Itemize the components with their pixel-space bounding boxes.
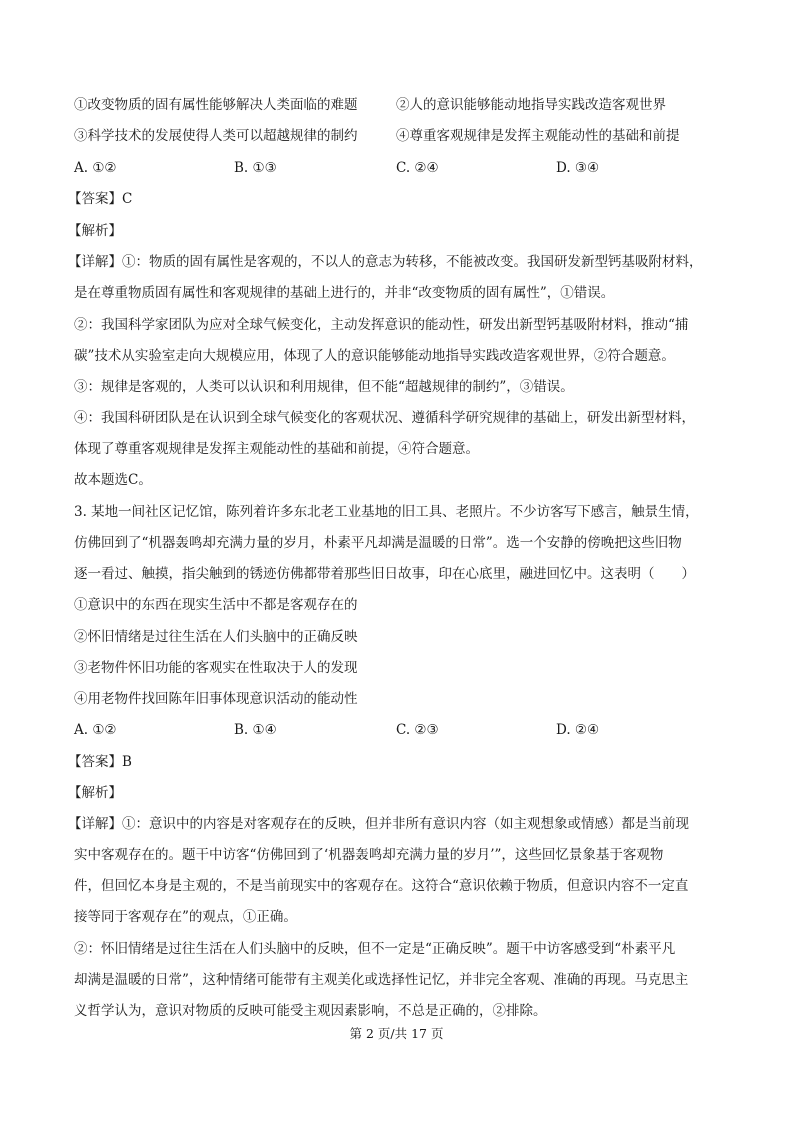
q3-statement-2: ②怀旧情绪是过往生活在人们头脑中的正确反映: [74, 629, 358, 645]
q3-statement-3: ③老物件怀旧功能的客观实在性取决于人的发现: [74, 660, 358, 676]
q3-option-c: C. ②③: [396, 722, 439, 738]
q2-conclusion: 故本题选C。: [74, 472, 152, 488]
q3-detail-line: 件，但回忆本身是主观的，不是当前现实中的客观存在。这符合“意识依赖于物质，但意识内容不一定直: [74, 878, 689, 894]
q2-answer: 【答案】C: [68, 191, 133, 207]
q2-detail-line: 【详解】①：物质的固有属性是客观的，不以人的意志为转移，不能被改变。我国研发新型钙基吸附材料，: [68, 254, 703, 270]
q3-stem-line: 仿佛回到了“机器轰鸣却充满力量的岁月，朴素平凡却满是温暖的日常”。选一个安静的傍晚把这些旧物: [74, 535, 682, 551]
q3-stem-line: 3. 某地一间社区记忆馆，陈列着许多东北老工业基地的旧工具、老照片。不少访客写下感言，触景生情，: [74, 504, 699, 520]
q3-detail-line: 【详解】①：意识中的内容是对客观存在的反映，但并非所有意识内容（如主观想象或情感）都是当前现: [68, 816, 689, 832]
q3-statement-1: ①意识中的东西在现实生活中不都是客观存在的: [74, 597, 358, 613]
q3-detail-line: ②：怀旧情绪是过往生活在人们头脑中的反映，但不一定是“正确反映”。题干中访客感受到“朴素平凡: [74, 941, 676, 957]
q3-detail-line: 义哲学认为，意识对物质的反映可能受主观因素影响，不总是正确的，②排除。: [74, 1003, 547, 1019]
q3-statement-4: ④用老物件找回陈年旧事体现意识活动的能动性: [74, 691, 358, 707]
q3-stem-line: 逐一看过、触摸，指尖触到的锈迹仿佛都带着那些旧日故事，印在心底里，融进回忆中。这表明（ ）: [74, 566, 695, 582]
q2-detail-line: ③：规律是客观的，人类可以认识和利用规律，但不能“超越规律的制约”，③错误。: [74, 379, 574, 395]
q2-detail-line: ②：我国科学家团队为应对全球气候变化，主动发挥意识的能动性，研发出新型钙基吸附材料，推动“捕: [74, 317, 689, 333]
q2-analysis-label: 【解析】: [68, 223, 122, 239]
q2-option-b: B. ①③: [234, 160, 277, 176]
q3-answer: 【答案】B: [68, 754, 132, 770]
page-number: 第 2 页/共 17 页: [349, 1026, 444, 1041]
q2-detail-line: 碳”技术从实验室走向大规模应用，体现了人的意识能够能动地指导实践改造客观世界，②符合题意。: [74, 348, 675, 364]
q3-option-d: D. ②④: [556, 722, 600, 738]
q2-statement-3: ③科学技术的发展使得人类可以超越规律的制约: [74, 128, 358, 144]
q2-option-d: D. ③④: [556, 160, 600, 176]
q2-statement-2: ②人的意识能够能动地指导实践改造客观世界: [396, 97, 666, 113]
q3-detail-line: 接等同于客观存在”的观点，①正确。: [74, 909, 297, 925]
q2-detail-line: 是在尊重物质固有属性和客观规律的基础上进行的，并非“改变物质的固有属性”，①错误。: [74, 285, 615, 301]
q2-statement-1: ①改变物质的固有属性能够解决人类面临的难题: [74, 97, 358, 113]
q3-option-a: A. ①②: [74, 722, 117, 738]
q2-detail-line: ④：我国科研团队是在认识到全球气候变化的客观状况、遵循科学研究规律的基础上，研发出新型材料，: [74, 410, 695, 426]
q3-detail-line: 却满是温暖的日常”，这种情绪可能带有主观美化或选择性记忆，并非完全客观、准确的再现。马克思主: [74, 972, 689, 988]
q3-detail-line: 实中客观存在的。题干中访客“仿佛回到了‘机器轰鸣却充满力量的岁月’”，这些回忆景象基于客观物: [74, 847, 664, 863]
q3-option-b: B. ①④: [234, 722, 277, 738]
q2-detail-line: 体现了尊重客观规律是发挥主观能动性的基础和前提，④符合题意。: [74, 441, 479, 457]
q3-analysis-label: 【解析】: [68, 785, 122, 801]
q2-statement-4: ④尊重客观规律是发挥主观能动性的基础和前提: [396, 128, 680, 144]
q2-option-c: C. ②④: [396, 160, 439, 176]
q2-option-a: A. ①②: [74, 160, 117, 176]
